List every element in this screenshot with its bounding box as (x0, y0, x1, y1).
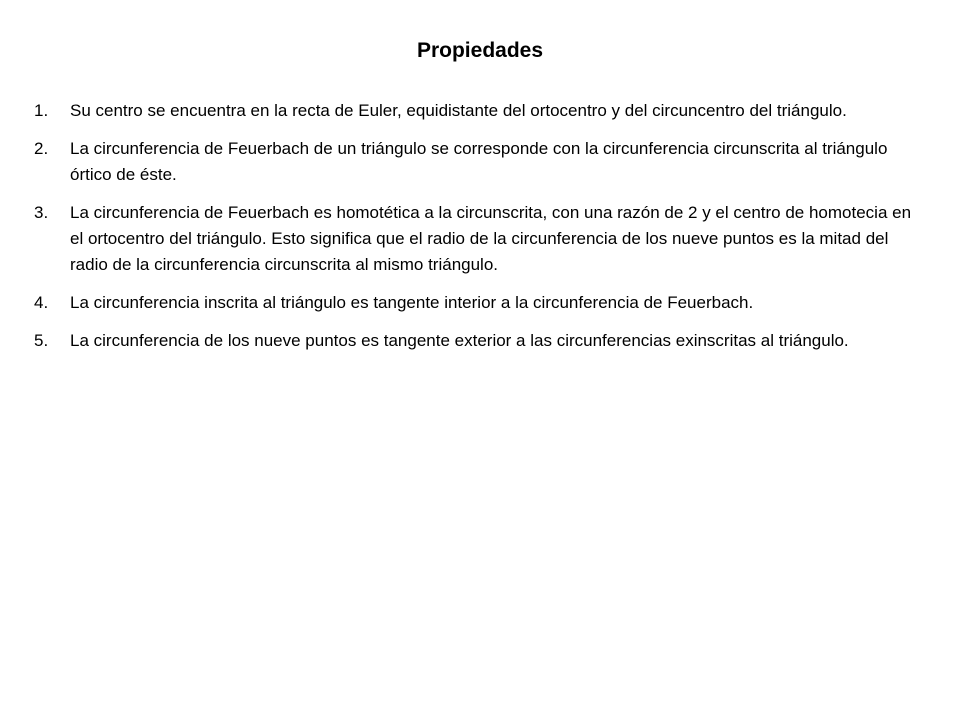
property-number: 2. (34, 139, 49, 158)
property-list (34, 98, 914, 366)
property-text: La circunferencia de Feuerbach de un triángulo se corresponde con la circunferencia circunscrita al triángulo órtico de éste. (70, 139, 888, 184)
property-item-4 (34, 290, 914, 316)
property-item-2 (34, 136, 914, 188)
property-text: Su centro se encuentra en la recta de Euler, equidistante del ortocentro y del circuncentro del triángulo. (70, 101, 847, 120)
property-number: 4. (34, 293, 49, 312)
property-item-1 (34, 98, 914, 124)
property-item-3 (34, 200, 914, 278)
property-text: La circunferencia de Feuerbach es homotética a la circunscrita, con una razón de 2 y el centro de homotecia en el ortocentro del triángulo. Esto significa que el radio de la circunferencia de los nueve puntos es la mitad del radio de la circunferencia circunscrita al mismo triángulo. (70, 203, 912, 274)
slide-title: Propiedades (416, 39, 544, 62)
property-item-5 (34, 328, 914, 354)
property-number: 1. (34, 101, 49, 120)
property-number: 3. (34, 203, 49, 222)
property-number: 5. (34, 331, 49, 350)
property-text: La circunferencia de los nueve puntos es tangente exterior a las circunferencias exinscritas al triángulo. (70, 331, 849, 350)
property-text: La circunferencia inscrita al triángulo es tangente interior a la circunferencia de Feuerbach. (70, 293, 754, 312)
